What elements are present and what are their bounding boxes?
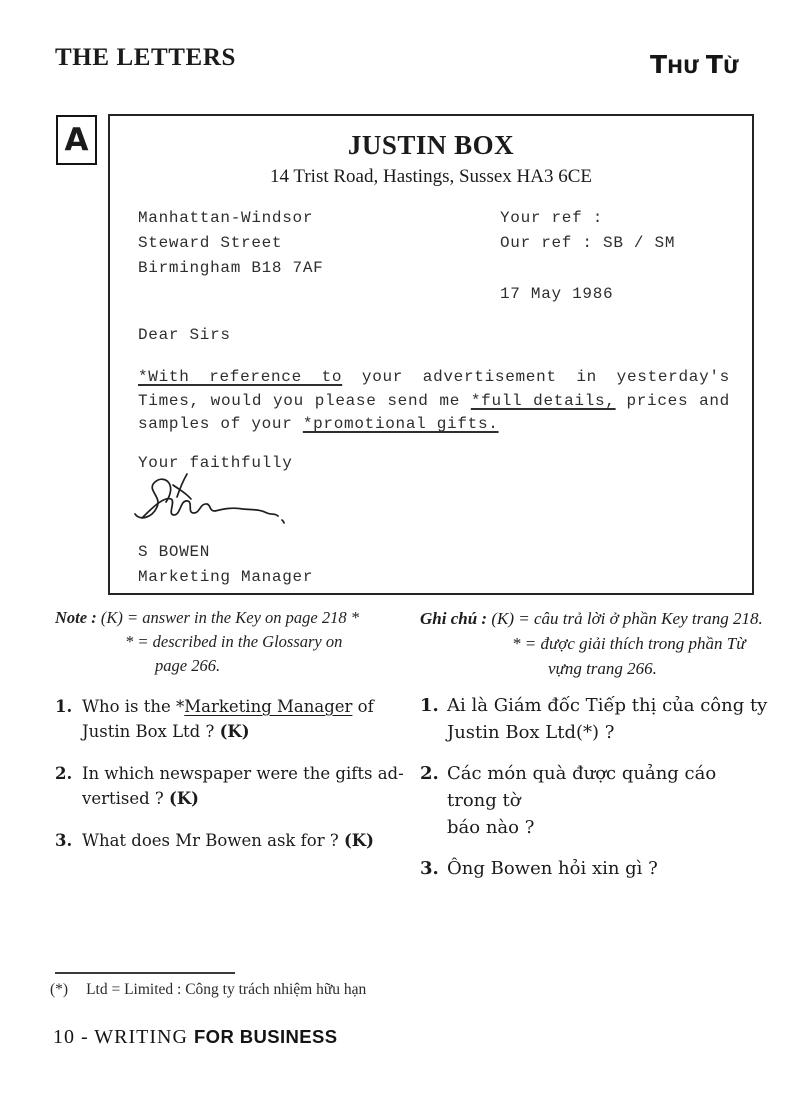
page-title: THE LETTERS	[55, 44, 236, 71]
footnote-divider	[55, 972, 235, 974]
answer-key-badge: (K)	[343, 831, 374, 850]
section-label: A	[56, 115, 97, 165]
your-ref: Your ref :	[500, 209, 604, 227]
body-line: Times, would you please send me *full details, prices and	[138, 391, 730, 410]
question-number: 3.	[55, 831, 73, 850]
question-text: Các món quà được quảng cáo trong tờ báo nào ?	[447, 763, 717, 838]
our-ref: Our ref : SB / SM	[500, 234, 676, 252]
question-list-english	[55, 694, 410, 870]
note-line: page 266.	[155, 656, 221, 675]
closing: Your faithfully	[138, 454, 293, 472]
salutation: Dear Sirs	[138, 326, 231, 344]
question-text: In which newspaper were the gifts ad- vertised ? (K)	[82, 764, 404, 808]
note-label: Note :	[55, 608, 97, 627]
letter-body	[138, 366, 730, 437]
question-item	[420, 760, 770, 841]
note-line: Note : (K) = answer in the Key on page 218 *	[55, 608, 359, 627]
question-text: Ông Bowen hỏi xin gì ?	[447, 858, 658, 879]
answer-key-badge: (K)	[169, 789, 199, 808]
question-number: 1.	[420, 695, 439, 716]
question-item	[55, 694, 410, 744]
note-label: Ghi chú :	[420, 609, 488, 628]
body-line: *With reference to your advertisement in yesterday's	[138, 368, 730, 386]
recipient-line: Steward Street	[138, 234, 283, 252]
question-text: Who is the *Marketing Manager of Justin Box Ltd ? (K)	[82, 697, 374, 741]
question-list-vietnamese	[420, 692, 770, 896]
footnote-text: Ltd = Limited : Công ty trách nhiệm hữu hạn	[86, 981, 367, 998]
recipient-line: Manhattan-Windsor	[138, 209, 314, 227]
question-number: 2.	[420, 763, 439, 784]
recipient-line: Birmingham B18 7AF	[138, 259, 324, 277]
question-text: What does Mr Bowen ask for ? (K)	[82, 831, 374, 850]
question-item	[420, 855, 770, 882]
question-item	[420, 692, 770, 746]
question-number: 1.	[55, 697, 73, 716]
note-vietnamese	[420, 606, 768, 681]
note-line: * = described in the Glossary on	[125, 632, 343, 651]
page-footer	[53, 1026, 338, 1049]
company-name: JUSTIN BOX	[347, 130, 515, 160]
question-item	[55, 761, 410, 811]
footer-bold-title: FOR BUSINESS	[193, 1026, 338, 1047]
note-line: vựng trang 266.	[548, 659, 657, 678]
body-line: samples of your *promotional gifts.	[138, 415, 499, 433]
note-english	[55, 606, 407, 678]
underlined-phrase: *With reference to	[138, 368, 343, 386]
signer-title: Marketing Manager	[138, 568, 314, 586]
question-number: 3.	[420, 858, 439, 879]
underlined-phrase: *promotional gifts.	[302, 415, 499, 433]
question-number: 2.	[55, 764, 73, 783]
letter-frame	[108, 114, 754, 595]
company-address: 14 Trist Road, Hastings, Sussex HA3 6CE	[270, 166, 592, 187]
reference-block	[500, 206, 675, 256]
note-line: Ghi chú : (K) = câu trả lời ở phần Key trang 218.	[420, 609, 763, 628]
footnote-marker: (*)	[50, 981, 69, 998]
answer-key-badge: (K)	[219, 722, 250, 741]
page-title-vietnamese: THƯ TỪ	[650, 50, 739, 79]
footnote	[50, 981, 366, 999]
letter-date: 17 May 1986	[500, 285, 614, 303]
note-line: * = được giải thích trong phần Từ	[512, 634, 746, 653]
signer-name: S BOWEN	[138, 543, 211, 561]
recipient-address	[138, 206, 323, 281]
question-text: Ai là Giám đốc Tiếp thị của công ty Justin Box Ltd(*) ?	[447, 695, 768, 743]
question-item	[55, 828, 410, 853]
page-number-title: 10 - WRITING	[53, 1026, 194, 1048]
underlined-phrase: *full details,	[470, 391, 616, 410]
underlined-term: Marketing Manager	[184, 697, 353, 716]
signature-scribble	[130, 468, 290, 534]
